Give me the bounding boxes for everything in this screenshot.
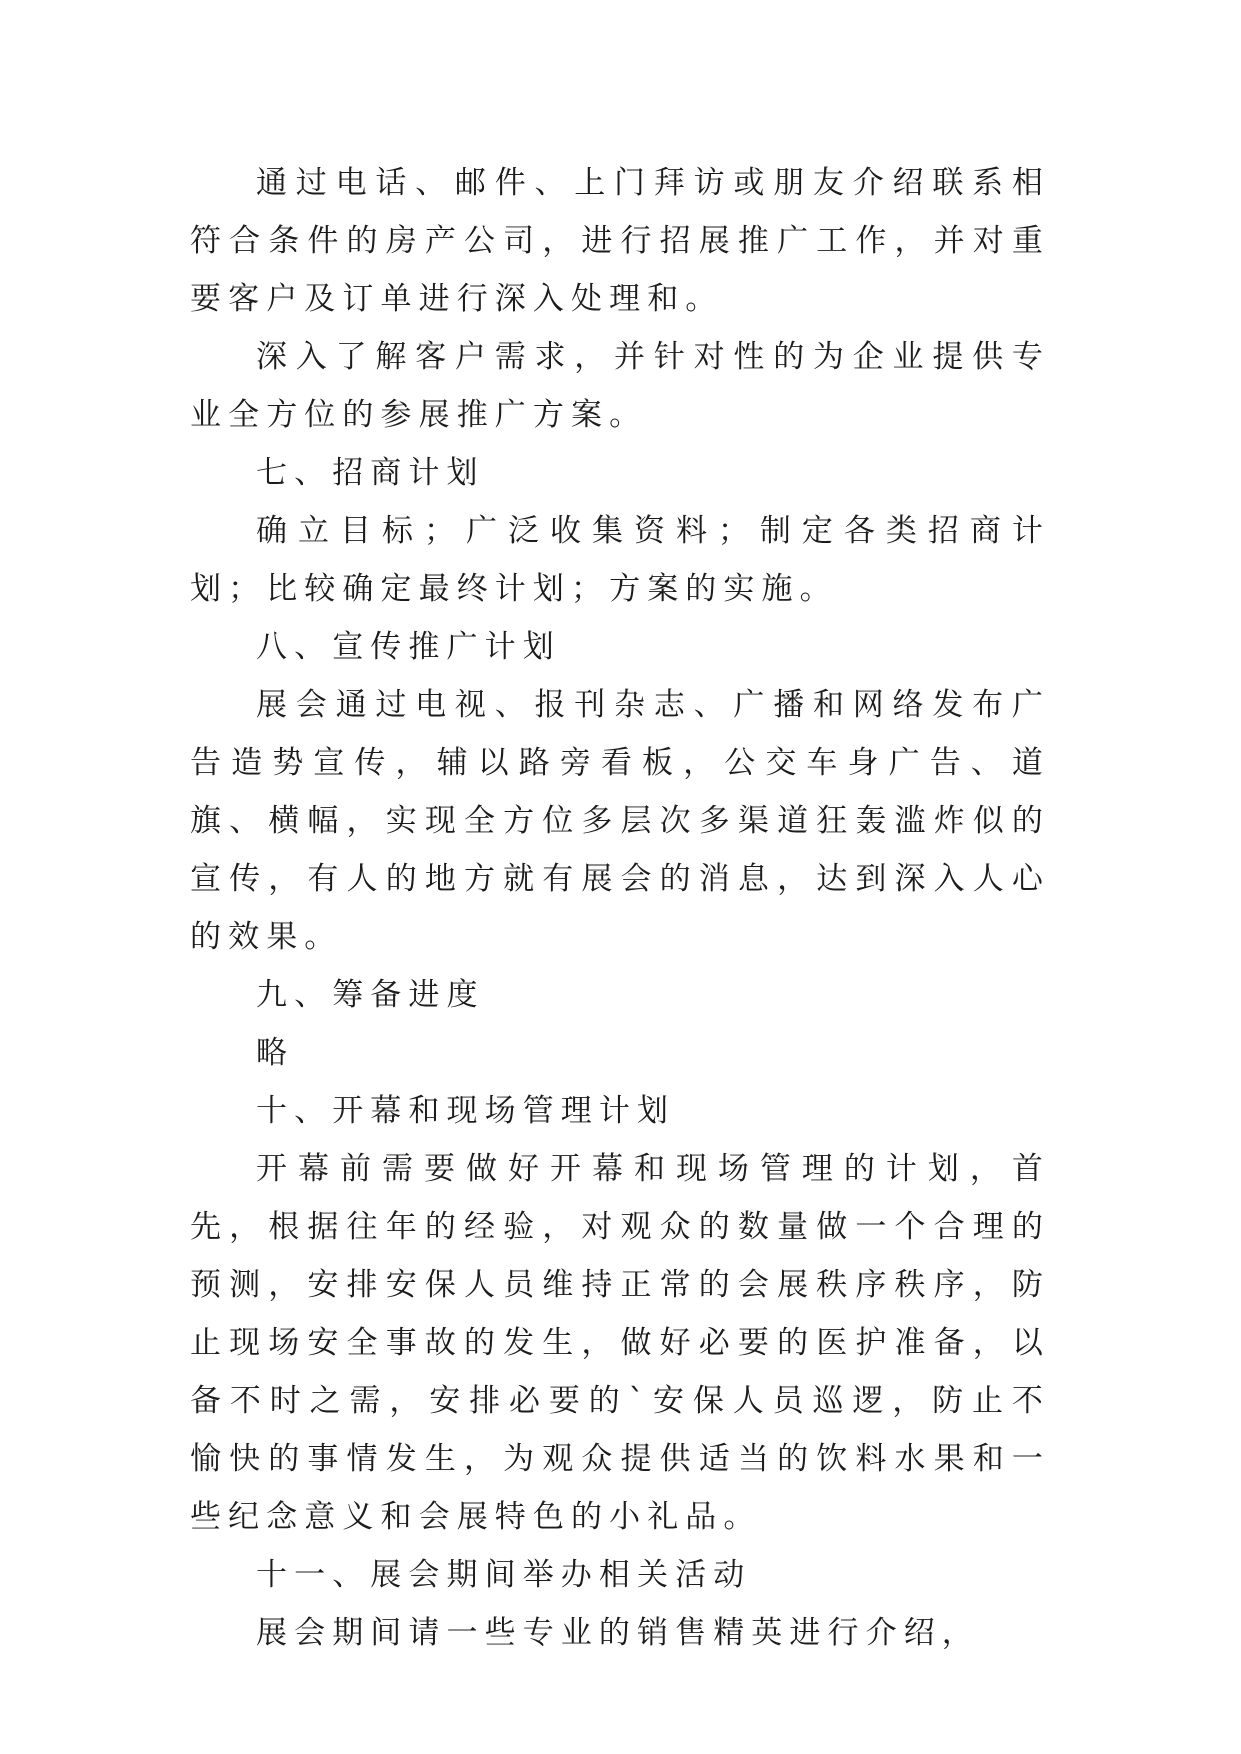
section-heading-preparation-progress: 九、筹备进度 xyxy=(256,977,485,1013)
section-heading-opening-management: 十、开幕和现场管理计划 xyxy=(256,1093,676,1129)
document-body xyxy=(190,154,1050,1662)
paragraph-investment-steps: 确立目标；广泛收集资料；制定各类招商计划；比较确定最终计划；方案的实施。 xyxy=(190,513,1050,607)
section-heading-investment-plan: 七、招商计划 xyxy=(256,455,485,491)
section-heading-related-activities: 十一、展会期间举办相关活动 xyxy=(256,1557,752,1593)
paragraph-contact-method: 通过电话、邮件、上门拜访或朋友介绍联系相符合条件的房产公司，进行招展推广工作，并对重要客户及订单进行深入处理和。 xyxy=(190,165,1050,317)
paragraph-customer-needs: 深入了解客户需求，并针对性的为企业提供专业全方位的参展推广方案。 xyxy=(190,339,1050,433)
paragraph-promotion-details: 展会通过电视、报刊杂志、广播和网络发布广告造势宣传，辅以路旁看板，公交车身广告、道旗、横幅，实现全方位多层次多渠道狂轰滥炸似的宣传，有人的地方就有展会的消息，达到深入人心的效果。 xyxy=(190,687,1050,955)
section-heading-promotion-plan: 八、宣传推广计划 xyxy=(256,629,561,665)
paragraph-omitted: 略 xyxy=(256,1035,295,1071)
paragraph-related-activities: 展会期间请一些专业的销售精英进行介绍， xyxy=(256,1615,980,1651)
paragraph-opening-management-details: 开幕前需要做好开幕和现场管理的计划，首先，根据往年的经验，对观众的数量做一个合理的预测，安排安保人员维持正常的会展秩序秩序，防止现场安全事故的发生，做好必要的医护准备，以备不时之需，安排必要的`安保人员巡逻，防止不愉快的事情发生，为观众提供适当的饮料水果和一些纪念意义和会展特色的小礼品。 xyxy=(190,1151,1050,1535)
